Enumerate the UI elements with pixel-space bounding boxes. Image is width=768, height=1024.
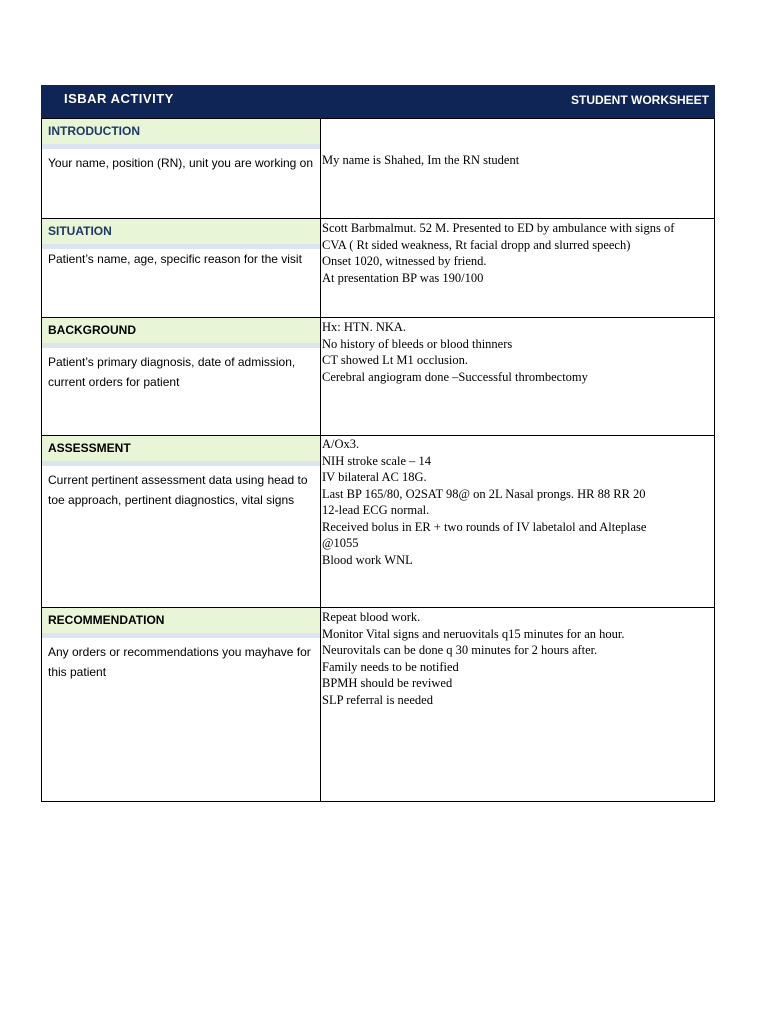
answer-line: Cerebral angiogram done –Successful thrombectomy (322, 369, 588, 384)
section-heading-band (42, 436, 320, 461)
section-heading-band (42, 318, 320, 343)
section-prompt: Patient’s primary diagnosis, date of admission, current orders for patient (48, 355, 296, 389)
answer-line: 12-lead ECG normal. (322, 503, 430, 517)
section-prompt: Current pertinent assessment data using head to toe approach, pertinent diagnostics, vital signs (48, 473, 308, 507)
answer-line: CT showed Lt M1 occlusion. (322, 353, 468, 367)
answer-cell (322, 152, 712, 169)
section-background (41, 318, 715, 436)
section-heading: RECOMMENDATION (48, 613, 165, 627)
answer-cell (322, 609, 712, 708)
section-heading: BACKGROUND (48, 323, 136, 337)
section-heading-band (42, 119, 320, 144)
section-label-cell (42, 608, 321, 801)
section-heading: INTRODUCTION (48, 124, 140, 138)
answer-line: Blood work WNL (322, 552, 413, 567)
answer-line: Repeat blood work. (322, 610, 421, 624)
answer-line: Scott Barbmalmut. 52 M. Presented to ED by ambulance with signs of (322, 221, 675, 235)
answer-line: Neurovitals can be done q 30 minutes for 2 hours after. (322, 643, 598, 657)
section-heading: SITUATION (48, 224, 112, 238)
answer-line: IV bilateral AC 18G. (322, 470, 427, 484)
answer-line: No history of bleeds or blood thinners (322, 336, 513, 351)
section-assessment (41, 436, 715, 608)
answer-line: Monitor Vital signs and neruovitals q15 minutes for an hour. (322, 626, 625, 641)
activity-title: ISBAR ACTIVITY (64, 91, 174, 106)
section-prompt: Any orders or recommendations you mayhave for this patient (48, 645, 311, 679)
answer-line: Hx: HTN. NKA. (322, 320, 407, 334)
answer-cell (322, 436, 712, 568)
answer-line: Last BP 165/80, O2SAT 98@ on 2L Nasal prongs. HR 88 RR 20 (322, 486, 646, 501)
section-label-cell (42, 119, 321, 218)
section-prompt: Your name, position (RN), unit you are working on (48, 156, 314, 170)
section-recommendation (41, 608, 715, 802)
answer-line: SLP referral is needed (322, 692, 433, 707)
section-divider-band (42, 343, 320, 348)
worksheet-header (41, 85, 715, 118)
section-introduction (41, 118, 715, 219)
section-heading-band (42, 219, 320, 244)
answer-line: NIH stroke scale – 14 (322, 453, 431, 468)
section-label-cell (42, 436, 321, 607)
answer-line: @1055 (322, 536, 359, 550)
answer-line: BPMH should be reviwed (322, 676, 453, 690)
section-situation (41, 219, 715, 318)
section-heading: ASSESSMENT (48, 441, 131, 455)
answer-line: Family needs to be notified (322, 659, 459, 674)
section-divider-band (42, 461, 320, 466)
answer-cell (322, 319, 712, 385)
section-divider-band (42, 633, 320, 638)
answer-line: My name is Shahed, Im the RN student (322, 153, 520, 167)
answer-line: Received bolus in ER + two rounds of IV labetalol and Alteplase (322, 519, 647, 534)
section-label-cell (42, 219, 321, 317)
answer-line: CVA ( Rt sided weakness, Rt facial dropp and slurred speech) (322, 237, 631, 252)
worksheet-label: STUDENT WORKSHEET (571, 93, 709, 107)
answer-line: At presentation BP was 190/100 (322, 270, 484, 285)
answer-line: A/Ox3. (322, 437, 360, 451)
answer-cell (322, 220, 712, 286)
section-divider-band (42, 144, 320, 149)
section-label-cell (42, 318, 321, 435)
section-heading-band (42, 608, 320, 633)
section-prompt: Patient’s name, age, specific reason for the visit (48, 252, 302, 266)
answer-line: Onset 1020, witnessed by friend. (322, 254, 487, 268)
